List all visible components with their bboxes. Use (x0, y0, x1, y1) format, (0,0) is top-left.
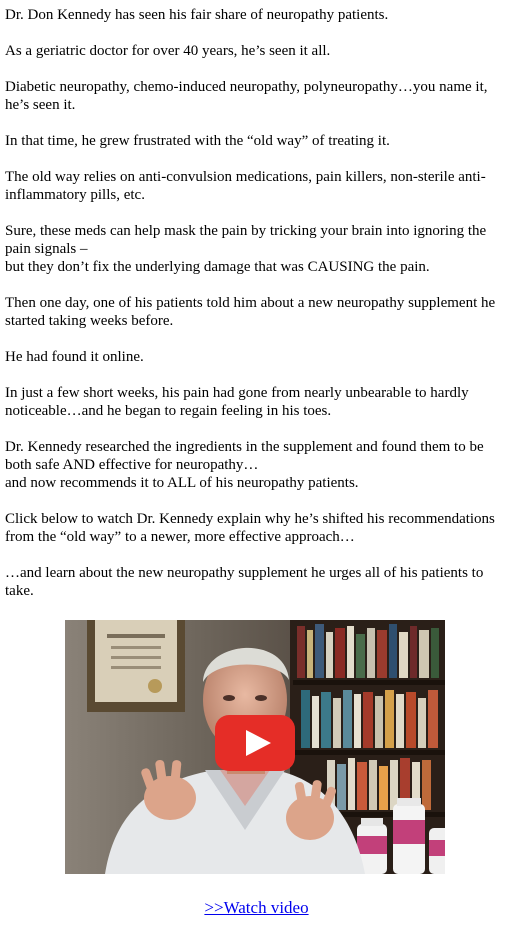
watch-video-container (0, 898, 513, 918)
paragraph-line: …and learn about the new neuropathy supplement he urges all of his patients to take. (5, 565, 484, 599)
paragraph (5, 384, 507, 420)
paragraph (5, 294, 507, 330)
paragraph (5, 564, 507, 600)
paragraph-line: In just a few short weeks, his pain had gone from nearly unbearable to hardly noticeable…and he began to regain feeling in his toes. (5, 385, 469, 419)
paragraph-line: Sure, these meds can help mask the pain by tricking your brain into ignoring the pain signals – (5, 223, 487, 257)
paragraph (5, 6, 507, 24)
paragraph-line: The old way relies on anti-convulsion medications, pain killers, non-sterile anti-inflammatory pills, etc. (5, 169, 486, 203)
paragraph (5, 438, 507, 492)
paragraph (5, 42, 507, 60)
watch-video-link[interactable]: >>Watch video (204, 898, 309, 917)
paragraph-line: and now recommends it to ALL of his neuropathy patients. (5, 475, 359, 491)
paragraph-line: He had found it online. (5, 349, 144, 365)
paragraph (5, 168, 507, 204)
paragraph (5, 348, 507, 366)
paragraph (5, 78, 507, 114)
paragraph (5, 132, 507, 150)
paragraph-line: Diabetic neuropathy, chemo-induced neuropathy, polyneuropathy…you name it, he’s seen it. (5, 79, 488, 113)
paragraph-line: but they don’t fix the underlying damage that was CAUSING the pain. (5, 259, 430, 275)
paragraph-line: Dr. Kennedy researched the ingredients in the supplement and found them to be both safe AND effective for neuropathy… (5, 439, 484, 473)
paragraph (5, 510, 507, 546)
video-thumbnail[interactable] (65, 620, 445, 874)
youtube-play-icon[interactable] (215, 715, 295, 771)
paragraph-line: Dr. Don Kennedy has seen his fair share of neuropathy patients. (5, 7, 389, 23)
paragraph-line: As a geriatric doctor for over 40 years, he’s seen it all. (5, 43, 331, 59)
paragraph-line: In that time, he grew frustrated with the “old way” of treating it. (5, 133, 390, 149)
paragraph-line: Then one day, one of his patients told him about a new neuropathy supplement he started taking weeks before. (5, 295, 496, 329)
paragraph-line: Click below to watch Dr. Kennedy explain why he’s shifted his recommendations from the “old way” to a newer, more effective approach… (5, 511, 495, 545)
paragraph (5, 222, 507, 276)
